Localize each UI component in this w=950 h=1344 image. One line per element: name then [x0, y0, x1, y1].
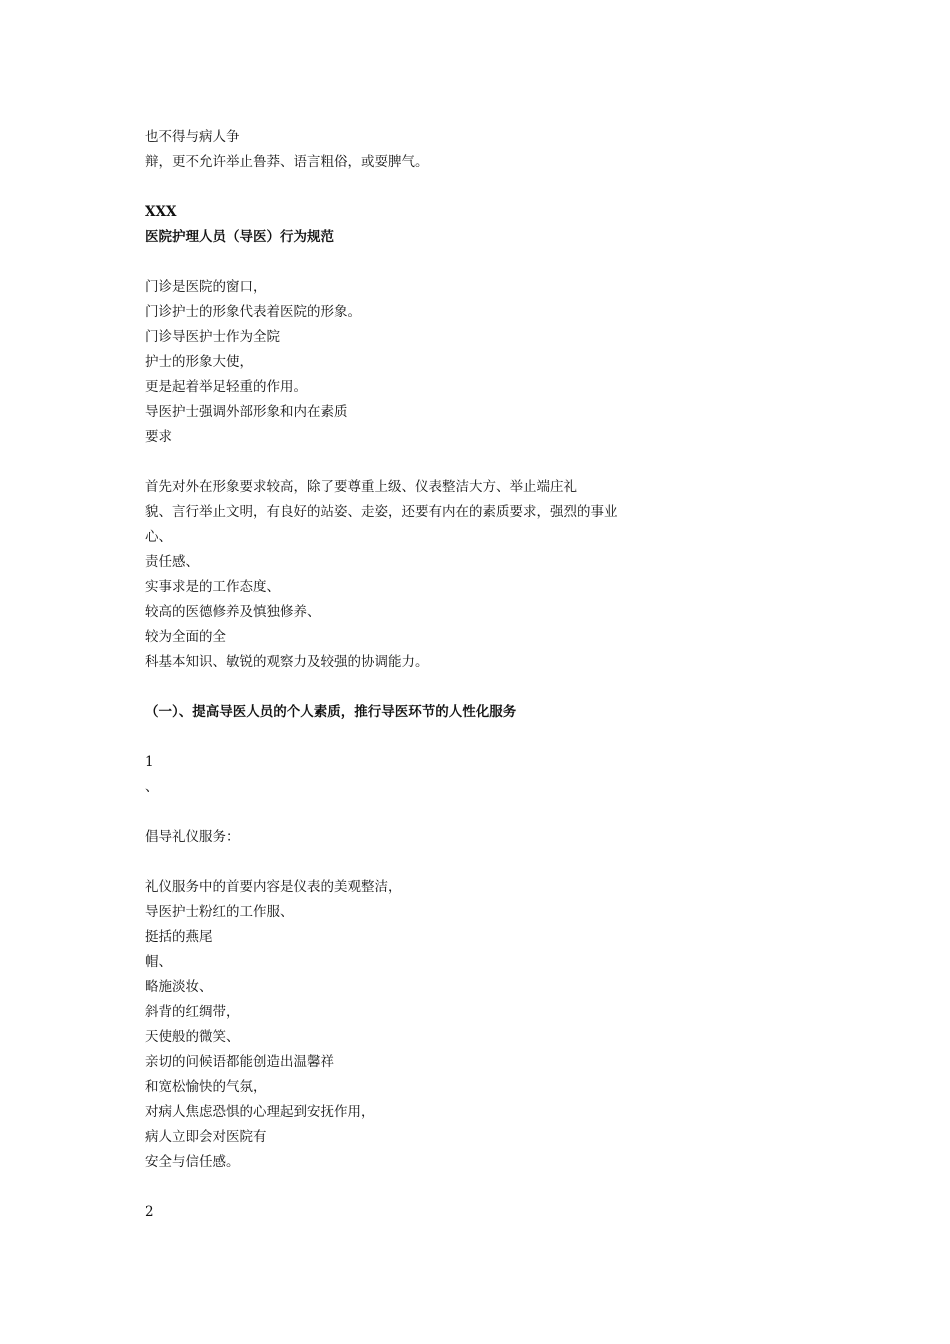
heading-code: XXX — [145, 204, 177, 220]
document-title: 医院护理人员（导医）行为规范 — [145, 229, 334, 245]
text-line: 护士的形象大使， — [145, 354, 253, 370]
item-number: 2 — [145, 1204, 154, 1220]
text-line: 辩，更不允许举止鲁莽、语言粗俗，或耍脾气。 — [145, 154, 429, 170]
text-line: 亲切的问候语都能创造出温馨祥 — [145, 1054, 334, 1070]
text-line: 也不得与病人争 — [145, 129, 240, 145]
text-line: 对病人焦虑恐惧的心理起到安抚作用， — [145, 1104, 375, 1120]
text-line: 略施淡妆、 — [145, 979, 213, 995]
text-line: 首先对外在形象要求较高，除了要尊重上级、仪表整洁大方、举止端庄礼 — [145, 479, 577, 495]
section-heading: （一）、提高导医人员的个人素质，推行导医环节的人性化服务 — [145, 704, 517, 720]
text-line: 病人立即会对医院有 — [145, 1129, 267, 1145]
text-line: 心、 — [145, 529, 172, 545]
text-line: 责任感、 — [145, 554, 199, 570]
text-line: 要求 — [145, 429, 172, 445]
item-title: 倡导礼仪服务： — [145, 829, 240, 845]
text-line: 安全与信任感。 — [145, 1154, 240, 1170]
text-line: 科基本知识、敏锐的观察力及较强的协调能力。 — [145, 654, 429, 670]
text-line: 更是起着举足轻重的作用。 — [145, 379, 307, 395]
text-line: 挺括的燕尾 — [145, 929, 213, 945]
text-line: 较为全面的全 — [145, 629, 226, 645]
text-line: 门诊导医护士作为全院 — [145, 329, 280, 345]
text-line: 导医护士粉红的工作服、 — [145, 904, 294, 920]
text-line: 貌、言行举止文明，有良好的站姿、走姿，还要有内在的素质要求，强烈的事业 — [145, 504, 618, 520]
text-line: 导医护士强调外部形象和内在素质 — [145, 404, 348, 420]
text-line: 门诊是医院的窗口， — [145, 279, 267, 295]
text-line: 斜背的红绸带， — [145, 1004, 240, 1020]
text-line: 实事求是的工作态度、 — [145, 579, 280, 595]
item-separator: 、 — [145, 779, 159, 795]
text-line: 礼仪服务中的首要内容是仪表的美观整洁， — [145, 879, 402, 895]
text-line: 和宽松愉快的气氛， — [145, 1079, 267, 1095]
text-line: 帽、 — [145, 954, 172, 970]
item-number: 1 — [145, 754, 154, 770]
text-line: 门诊护士的形象代表着医院的形象。 — [145, 304, 361, 320]
text-line: 天使般的微笑、 — [145, 1029, 240, 1045]
text-line: 较高的医德修养及慎独修养、 — [145, 604, 321, 620]
